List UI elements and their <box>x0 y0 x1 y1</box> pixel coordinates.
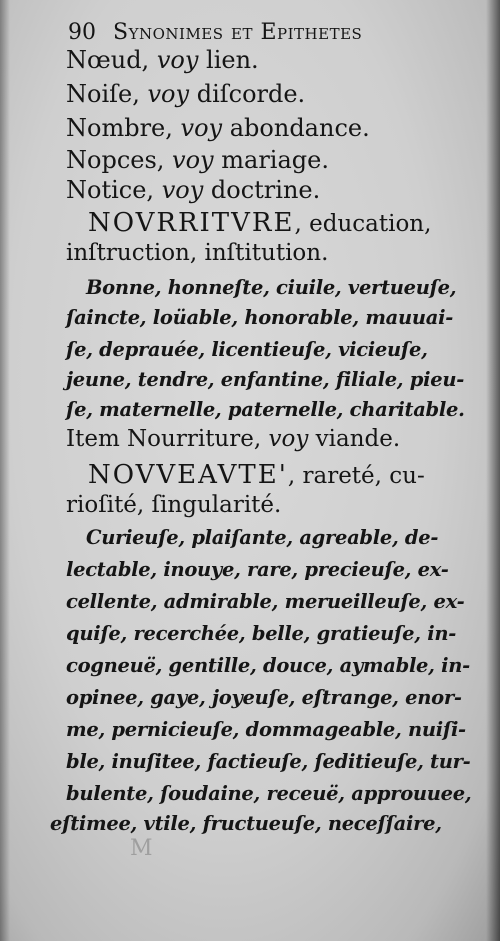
entry-line: Notice, voy doctrine. <box>66 176 321 204</box>
entry-line: Nombre, voy abondance. <box>66 114 370 142</box>
nouveaute-heading: NOVVEAVTE', rareté, cu- <box>88 460 425 490</box>
epithet-line: ſe, maternelle, paternelle, charitable. <box>66 398 465 421</box>
bleed-through-stamp: M <box>130 836 153 861</box>
entry-line: Noiſe, voy diſcorde. <box>66 80 306 108</box>
page-right-shadow <box>486 0 500 941</box>
epithet-line: quiſe, recerchée, belle, gratieuſe, in- <box>66 622 457 645</box>
entry-line: Nopces, voy mariage. <box>66 146 329 174</box>
nouveaute-line2: rioſité, ſingularité. <box>66 492 282 518</box>
epithet-line: cogneuë, gentille, douce, aymable, in- <box>66 654 470 677</box>
epithet-line: ſe, deprauée, licentieuſe, vicieuſe, <box>66 338 428 361</box>
epithet-line: Bonne, honneſte, ciuile, vertueuſe, <box>86 276 457 299</box>
page-left-shadow <box>0 0 10 941</box>
epithet-line: eſtimee, vtile, fructueuſe, neceſſaire, <box>50 812 442 835</box>
item-line: Item Nourriture, voy viande. <box>66 426 401 452</box>
epithet-line: jeune, tendre, enfantine, filiale, pieu- <box>66 368 465 391</box>
epithet-line: opinee, gaye, joyeuſe, eſtrange, enor- <box>66 686 462 709</box>
epithet-line: ble, inuſitee, factieuſe, ſeditieuſe, tur- <box>66 750 471 773</box>
page-number: 90 <box>68 20 96 45</box>
epithet-line: lectable, inouye, rare, precieuſe, ex- <box>66 558 449 581</box>
running-title: Synonimes et Epithetes <box>113 20 363 45</box>
epithet-line: bulente, ſoudaine, receuë, approuuee, <box>66 782 472 805</box>
nourriture-line2: inſtruction, inſtitution. <box>66 240 329 266</box>
nourriture-heading: NOVRRITVRE, education, <box>88 208 432 238</box>
entry-line: Nœud, voy lien. <box>66 46 259 74</box>
epithet-line: me, pernicieuſe, dommageable, nuiſi- <box>66 718 466 741</box>
epithet-line: ſaincte, loüable, honorable, mauuai- <box>66 306 453 329</box>
epithet-line: Curieuſe, plaiſante, agreable, de- <box>86 526 439 549</box>
epithet-line: cellente, admirable, merueilleuſe, ex- <box>66 590 465 613</box>
